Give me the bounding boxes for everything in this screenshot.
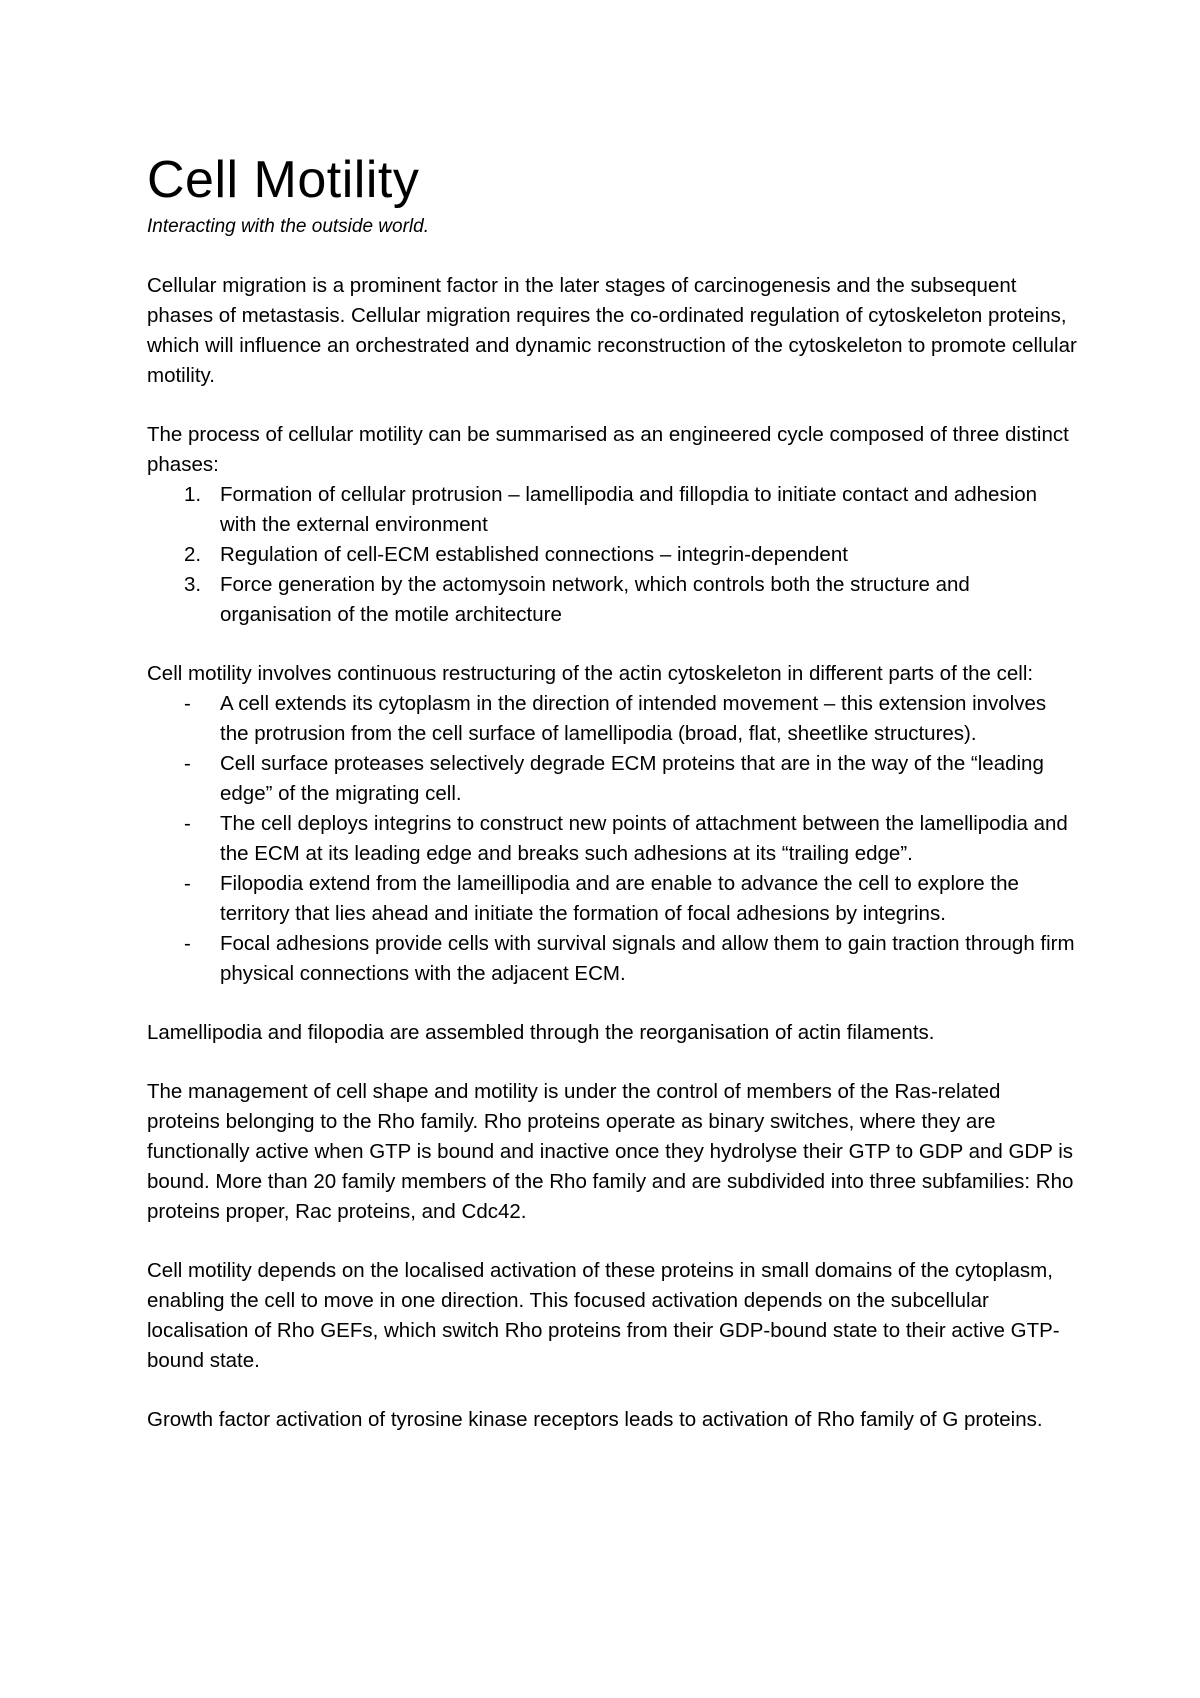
list-number: 3. <box>184 573 202 596</box>
bullet-dash: - <box>184 692 191 715</box>
document-body <box>147 150 1077 1464</box>
paragraph-actin: Lamellipodia and filopodia are assembled through the reorganisation of actin filaments. <box>147 1021 935 1044</box>
paragraph-localised-activation: Cell motility depends on the localised activation of these proteins in small domains of the cytoplasm, enabling the cell to move in one direction. This focused activation depends on the subcellular localisation of Rho GEFs, which switch Rho proteins from their GDP-bound state to their active GTP-bound state. <box>147 1259 1060 1372</box>
list-item <box>147 689 1077 749</box>
list-number: 1. <box>184 483 202 506</box>
paragraph-phases-intro: The process of cellular motility can be summarised as an engineered cycle composed of three distinct phases: <box>147 423 1069 476</box>
paragraph-intro: Cellular migration is a prominent factor in the later stages of carcinogenesis and the subsequent phases of metastasis. Cellular migration requires the co-ordinated regulation of cytoskeleton proteins, which will influence an orchestrated and dynamic reconstruction of the cytoskeleton to promote cellular motility. <box>147 274 1077 387</box>
list-item <box>147 869 1077 929</box>
list-item-text: Focal adhesions provide cells with survival signals and allow them to gain traction through firm physical connections with the adjacent ECM. <box>220 932 1075 985</box>
paragraph-rho-family: The management of cell shape and motility is under the control of members of the Ras-related proteins belonging to the Rho family. Rho proteins operate as binary switches, where they are functionally active when GTP is bound and inactive once they hydrolyse their GTP to GDP and GDP is bound. More than 20 family members of the Rho family and are subdivided into three subfamilies: Rho proteins proper, Rac proteins, and Cdc42. <box>147 1080 1074 1223</box>
list-item <box>147 480 1077 540</box>
bullet-list <box>147 689 1077 989</box>
list-item <box>147 570 1077 630</box>
phases-list <box>147 480 1077 630</box>
list-item <box>147 929 1077 989</box>
bullet-dash: - <box>184 812 191 835</box>
list-item-text: Cell surface proteases selectively degrade ECM proteins that are in the way of the “leading edge” of the migrating cell. <box>220 752 1044 805</box>
list-item-text: Force generation by the actomysoin network, which controls both the structure and organisation of the motile architecture <box>220 573 970 626</box>
list-number: 2. <box>184 543 202 566</box>
page-subtitle: Interacting with the outside world. <box>147 216 429 237</box>
list-item-text: A cell extends its cytoplasm in the direction of intended movement – this extension involves the protrusion from the cell surface of lamellipodia (broad, flat, sheetlike structures). <box>220 692 1047 745</box>
paragraph-growth-factor: Growth factor activation of tyrosine kinase receptors leads to activation of Rho family of G proteins. <box>147 1408 1043 1431</box>
paragraph-restructuring: Cell motility involves continuous restructuring of the actin cytoskeleton in different parts of the cell: <box>147 662 1034 685</box>
bullet-dash: - <box>184 752 191 775</box>
list-item-text: The cell deploys integrins to construct new points of attachment between the lamellipodia and the ECM at its leading edge and breaks such adhesions at its “trailing edge”. <box>220 812 1068 865</box>
list-item-text: Filopodia extend from the lameillipodia and are enable to advance the cell to explore the territory that lies ahead and initiate the formation of focal adhesions by integrins. <box>220 872 1019 925</box>
bullet-dash: - <box>184 932 191 955</box>
bullet-dash: - <box>184 872 191 895</box>
page-title: Cell Motility <box>147 151 420 209</box>
list-item <box>147 540 1077 570</box>
list-item <box>147 809 1077 869</box>
list-item <box>147 749 1077 809</box>
list-item-text: Regulation of cell-ECM established connections – integrin-dependent <box>220 543 848 566</box>
list-item-text: Formation of cellular protrusion – lamellipodia and fillopdia to initiate contact and adhesion with the external environment <box>220 483 1038 536</box>
